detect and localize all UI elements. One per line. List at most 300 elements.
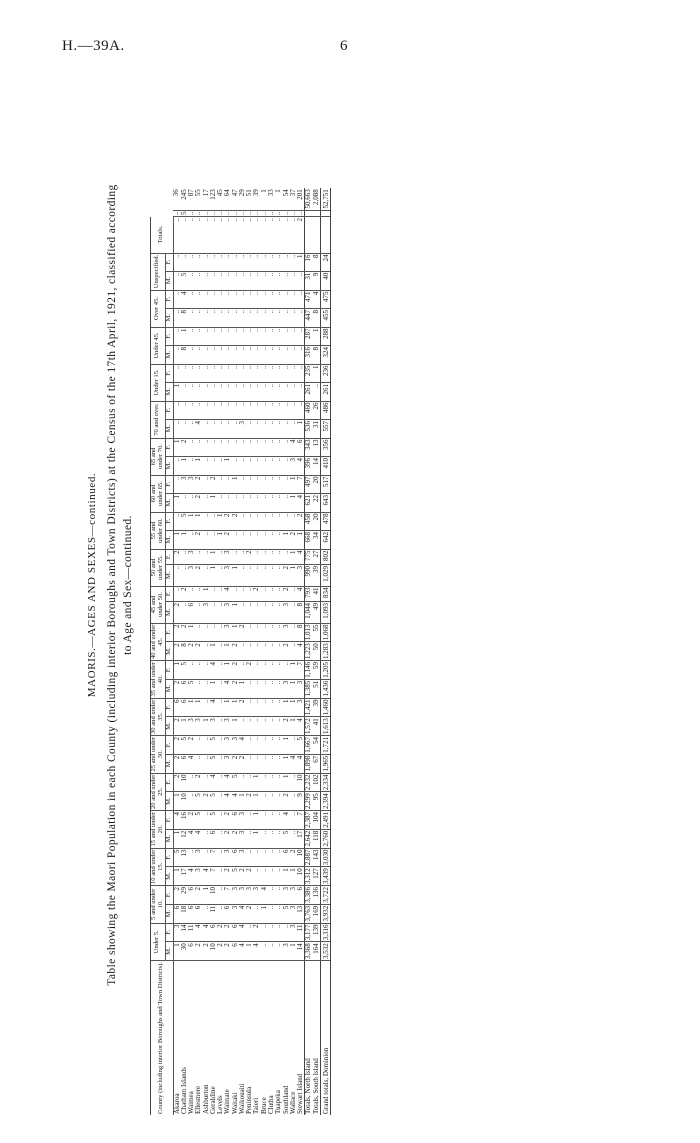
table-cell: 11 <box>188 923 195 942</box>
table-title-continued: to Age and Sex—continued. <box>122 515 134 655</box>
table-cell: 8 <box>181 309 188 328</box>
table-cell: .. <box>195 346 202 365</box>
table-cell: 1 <box>283 531 290 550</box>
table-cell: 1 <box>232 602 239 624</box>
table-cell: .. <box>232 531 239 550</box>
table-cell: 164 <box>313 942 321 961</box>
table-cell: .. <box>210 346 217 365</box>
table-cell: 2 <box>297 512 305 531</box>
table-cell: .. <box>239 383 246 402</box>
sex-header-male: M. <box>165 829 173 848</box>
table-cell: .. <box>188 586 195 602</box>
table-cell: 1,667 <box>304 737 313 753</box>
table-cell: 3 <box>195 717 202 736</box>
table-cell: .. <box>253 290 260 309</box>
table-cell: .. <box>275 475 282 494</box>
table-cell: 1 <box>290 475 297 494</box>
table-cell: .. <box>275 494 282 513</box>
table-cell: 8 <box>297 602 305 624</box>
table-cell: 3 <box>232 886 239 905</box>
table-cell: 1 <box>290 661 297 680</box>
table-cell: 4 <box>195 829 202 848</box>
table-cell: 2 <box>195 773 202 792</box>
table-cell: .. <box>268 309 275 328</box>
table-cell: .. <box>268 942 275 961</box>
table-cell: 793 <box>305 586 313 602</box>
table-cell: 1 <box>232 698 239 717</box>
table-cell: 6 <box>173 904 181 923</box>
table-cell: .. <box>290 290 297 309</box>
sex-header-male: M. <box>165 309 173 328</box>
table-cell: .. <box>195 438 202 457</box>
table-cell: 1,898 <box>304 755 313 772</box>
table-cell: 55 <box>313 623 321 642</box>
table-cell: .. <box>188 401 195 420</box>
table-cell: 3,932 <box>321 905 330 922</box>
table-cell: .. <box>268 253 275 271</box>
table-cell: .. <box>187 211 196 216</box>
table-cell: .. <box>253 904 260 923</box>
table-cell: .. <box>246 773 253 792</box>
table-cell: .. <box>246 290 253 309</box>
table-cell: 3,532 <box>321 943 330 960</box>
table-cell: 9 <box>313 271 321 290</box>
table-cell: 3 <box>224 602 231 624</box>
table-cell: 10 <box>181 792 188 811</box>
table-cell: 2 <box>203 942 210 961</box>
table-cell: 95 <box>313 792 321 811</box>
table-cell: .. <box>203 773 210 792</box>
table-cell: 3,439 <box>321 868 330 885</box>
table-cell: 4 <box>297 494 305 513</box>
table-cell: 1,283 <box>321 643 330 660</box>
table-cell: .. <box>252 211 261 216</box>
table-cell: .. <box>217 383 224 402</box>
county-name: Chatham Islands <box>179 1067 188 1114</box>
table-cell: 4 <box>290 438 297 457</box>
table-row <box>290 188 297 1115</box>
table-cell: 2 <box>173 717 181 736</box>
table-cell: .. <box>290 364 297 383</box>
table-cell: 2 <box>224 923 231 942</box>
table-cell: .. <box>188 457 195 476</box>
table-cell: .. <box>246 457 253 476</box>
table-cell: .. <box>246 253 253 271</box>
table-cell: 2,387 <box>304 812 313 828</box>
sex-header-female: F. <box>165 401 173 420</box>
table-cell: 1 <box>210 494 217 513</box>
table-cell: 4 <box>297 717 305 736</box>
table-cell: .. <box>217 457 224 476</box>
sex-header-female: F. <box>165 623 173 642</box>
table-cell: 4 <box>210 773 217 792</box>
table-cell: .. <box>232 217 239 254</box>
table-cell: 235 <box>305 364 313 383</box>
table-cell: 6 <box>210 829 217 848</box>
table-cell: .. <box>246 811 253 830</box>
table-cell: .. <box>217 717 224 736</box>
table-cell: .. <box>290 811 297 830</box>
table-cell: 4 <box>239 923 246 942</box>
table-cell: .. <box>290 792 297 811</box>
table-cell: .. <box>283 217 290 254</box>
table-cell: 1 <box>173 661 181 680</box>
age-group-header: 20 and under 25. <box>150 774 164 809</box>
sex-header-male: M. <box>165 642 173 661</box>
table-cell: .. <box>210 309 217 328</box>
table-cell: 6 <box>232 923 239 942</box>
table-cell: .. <box>268 867 275 886</box>
table-cell: .. <box>268 829 275 848</box>
table-cell: .. <box>283 346 290 365</box>
table-cell: .. <box>239 602 246 624</box>
table-cell: .. <box>203 661 210 680</box>
table-row <box>173 188 181 1115</box>
table-cell: .. <box>297 364 305 383</box>
table-cell: .. <box>261 754 268 773</box>
table-cell: 4 <box>188 754 195 773</box>
table-cell: .. <box>239 309 246 328</box>
table-cell: 1 <box>210 642 217 661</box>
table-cell: 3,386 <box>304 887 313 903</box>
table-cell: 478 <box>320 512 330 531</box>
table-cell: .. <box>253 364 260 383</box>
table-cell: .. <box>203 327 210 346</box>
table-cell: .. <box>173 309 181 328</box>
table-cell: 643 <box>320 494 330 513</box>
table-cell: .. <box>232 438 239 457</box>
table-cell: 49 <box>313 602 321 624</box>
table-cell: 7 <box>224 886 231 905</box>
county-name: Waikouaiti <box>237 1083 246 1114</box>
table-cell: 1 <box>188 698 195 717</box>
table-cell: .. <box>246 829 253 848</box>
table-cell: 5 <box>283 829 290 848</box>
age-group-header: 30 and under 35. <box>150 699 164 734</box>
table-cell: 1 <box>297 253 305 271</box>
table-cell: 2 <box>188 736 195 755</box>
table-cell: .. <box>217 217 224 254</box>
table-cell: .. <box>268 811 275 830</box>
sex-header-male: M. <box>165 383 173 402</box>
sex-header-male: M. <box>165 346 173 365</box>
table-cell: 17 <box>297 829 305 848</box>
table-cell: .. <box>275 867 282 886</box>
sex-header-female: F. <box>165 253 173 271</box>
table-cell: .. <box>253 602 260 624</box>
table-cell: .. <box>261 717 268 736</box>
table-cell: 236 <box>320 364 330 383</box>
table-cell: .. <box>261 475 268 494</box>
table-cell: 1 <box>232 475 239 494</box>
table-cell: .. <box>261 217 268 254</box>
county-name: Clutha <box>266 1095 275 1114</box>
table-cell: 3 <box>195 867 202 886</box>
table-cell: .. <box>261 623 268 642</box>
table-cell: .. <box>268 679 275 698</box>
table-cell: 458 <box>305 512 313 531</box>
table-title: Table showing the Maori Population in each County (including interior Boroughs and Town Districts) at the Census of the 17th April, 1921, classified according <box>106 184 118 986</box>
table-cell: .. <box>261 773 268 792</box>
table-cell: .. <box>217 565 224 587</box>
sex-header-female: F. <box>165 438 173 457</box>
table-cell: .. <box>232 420 239 439</box>
age-group-header: Under 15. <box>151 364 166 401</box>
table-cell: 4 <box>297 586 305 602</box>
table-cell: 1 <box>210 549 217 565</box>
table-cell: .. <box>217 848 224 867</box>
table-cell: 4 <box>232 792 239 811</box>
table-cell: 3 <box>290 923 297 942</box>
row-total: 64 <box>224 188 231 210</box>
table-cell: 39 <box>313 565 321 587</box>
table-cell: 2 <box>173 549 181 565</box>
table-cell: .. <box>275 942 282 961</box>
table-row <box>268 188 275 1115</box>
table-cell: 2 <box>224 942 231 961</box>
table-cell: .. <box>208 211 217 216</box>
table-cell: 4 <box>297 549 305 565</box>
table-cell: 5 <box>173 848 181 867</box>
table-cell: .. <box>275 327 282 346</box>
table-cell: .. <box>239 271 246 290</box>
table-cell: .. <box>261 549 268 565</box>
table-cell: 2 <box>224 512 231 531</box>
table-cell: .. <box>275 512 282 531</box>
table-cell: .. <box>275 364 282 383</box>
table-cell: 455 <box>320 309 330 328</box>
table-cell: 2 <box>290 848 297 867</box>
table-cell: .. <box>210 602 217 624</box>
table-cell: .. <box>210 217 217 254</box>
table-cell: .. <box>261 829 268 848</box>
table-cell: 1 <box>283 736 290 755</box>
sex-header-female: F. <box>165 848 173 867</box>
table-cell: 2 <box>232 512 239 531</box>
table-cell: .. <box>261 565 268 587</box>
table-cell: .. <box>195 623 202 642</box>
table-cell: .. <box>290 420 297 439</box>
table-cell: .. <box>268 475 275 494</box>
table-cell: 41 <box>313 717 321 736</box>
table-cell: 1 <box>224 661 231 680</box>
table-cell: 4 <box>173 811 181 830</box>
table-cell: 2 <box>253 586 260 602</box>
table-cell: .. <box>253 383 260 402</box>
table-cell: .. <box>268 717 275 736</box>
table-cell: 5 <box>210 754 217 773</box>
table-cell: 13 <box>297 904 305 923</box>
table-cell: 1 <box>253 773 260 792</box>
table-cell: 1 <box>290 867 297 886</box>
row-total: 1 <box>261 188 268 210</box>
table-cell: .. <box>201 211 210 216</box>
table-cell: 4 <box>195 420 202 439</box>
table-cell: .. <box>188 253 195 271</box>
sex-header-female: F. <box>165 512 173 531</box>
table-cell: 30 <box>181 942 188 961</box>
table-cell: .. <box>210 383 217 402</box>
table-cell: 10 <box>210 886 217 905</box>
table-cell: 2 <box>239 867 246 886</box>
table-cell: .. <box>246 698 253 717</box>
table-cell: .. <box>283 290 290 309</box>
table-cell: 2 <box>253 923 260 942</box>
table-cell: .. <box>290 383 297 402</box>
table-cell: .. <box>203 457 210 476</box>
age-group-header: 55 and under 60. <box>151 512 166 549</box>
table-cell: 3 <box>224 754 231 773</box>
table-cell: 1 <box>217 531 224 550</box>
table-cell: 2 <box>246 904 253 923</box>
table-cell: .. <box>173 401 181 420</box>
table-cell: .. <box>261 792 268 811</box>
table-cell: .. <box>275 401 282 420</box>
table-cell: .. <box>268 217 275 254</box>
table-cell: 3 <box>297 679 305 698</box>
table-cell: 1 <box>313 364 321 383</box>
table-cell: .. <box>195 383 202 402</box>
table-cell: 1 <box>173 531 181 550</box>
table-row <box>261 188 268 1115</box>
table-cell: 4 <box>297 754 305 773</box>
table-row <box>224 188 231 1115</box>
table-cell: .. <box>268 642 275 661</box>
table-cell: 396 <box>305 457 313 476</box>
table-cell: 11 <box>210 904 217 923</box>
table-cell: 3 <box>210 717 217 736</box>
table-cell: 11 <box>297 923 305 942</box>
table-cell: 1 <box>290 494 297 513</box>
table-cell: .. <box>223 211 232 216</box>
age-group-header: 60 and under 65. <box>151 475 166 512</box>
county-name: Ellesmere <box>194 1086 203 1114</box>
row-total: 52,751 <box>321 189 330 209</box>
table-cell: .. <box>290 512 297 531</box>
age-group-header: 65 and under 70. <box>151 438 166 475</box>
table-cell: .. <box>232 549 239 565</box>
table-cell: .. <box>230 211 239 216</box>
table-cell: 1 <box>195 698 202 717</box>
table-cell: .. <box>261 642 268 661</box>
table-cell: 18 <box>181 904 188 923</box>
table-cell: .. <box>283 253 290 271</box>
table-cell: .. <box>217 736 224 755</box>
table-cell: .. <box>195 290 202 309</box>
table-cell: 34 <box>313 531 321 550</box>
table-cell: .. <box>203 679 210 698</box>
table-cell: .. <box>195 327 202 346</box>
table-cell: .. <box>217 773 224 792</box>
table-cell: .. <box>239 401 246 420</box>
table-cell: 475 <box>320 290 330 309</box>
row-total: 1 <box>275 188 282 210</box>
table-cell: 5 <box>181 512 188 531</box>
table-cell: 139 <box>313 923 321 942</box>
table-cell: .. <box>275 217 282 254</box>
table-cell: .. <box>203 253 210 271</box>
table-cell: .. <box>274 211 283 216</box>
table-cell: 2 <box>181 623 188 642</box>
table-cell: .. <box>239 565 246 587</box>
sex-header-male: M. <box>165 904 173 923</box>
table-cell: .. <box>173 586 181 602</box>
table-cell: .. <box>245 211 254 216</box>
table-cell: 343 <box>305 438 313 457</box>
table-cell: 3 <box>283 886 290 905</box>
table-cell: 1,421 <box>304 699 313 716</box>
table-cell: .. <box>217 290 224 309</box>
table-cell: 775 <box>305 549 313 565</box>
table-cell: .. <box>268 904 275 923</box>
table-cell: .. <box>232 364 239 383</box>
table-cell: .. <box>275 754 282 773</box>
table-cell: .. <box>217 623 224 642</box>
table-cell: .. <box>283 309 290 328</box>
table-cell: 3 <box>283 679 290 698</box>
table-cell: .. <box>253 420 260 439</box>
sex-header-male: M. <box>165 531 173 550</box>
table-cell: 3,177 <box>304 924 313 941</box>
table-cell: .. <box>203 829 210 848</box>
table-cell: .. <box>181 420 188 439</box>
table-cell: .. <box>290 253 297 271</box>
table-cell: 1 <box>283 773 290 792</box>
table-cell: 20 <box>313 475 321 494</box>
table-cell: .. <box>203 383 210 402</box>
table-cell: 3 <box>290 904 297 923</box>
table-cell: .. <box>217 811 224 830</box>
table-cell: .. <box>261 512 268 531</box>
table-cell: .. <box>217 271 224 290</box>
table-cell: .. <box>268 848 275 867</box>
age-group-header: 35 and under 40. <box>150 662 164 697</box>
row-total: 47 <box>232 188 239 210</box>
table-cell: .. <box>290 773 297 792</box>
table-cell: .. <box>253 512 260 531</box>
row-total: 54 <box>283 188 290 210</box>
table-cell: .. <box>195 602 202 624</box>
table-cell: .. <box>275 773 282 792</box>
table-cell: .. <box>203 531 210 550</box>
row-total: 245 <box>181 188 188 210</box>
table-cell: .. <box>275 736 282 755</box>
table-cell: .. <box>232 271 239 290</box>
age-group-header: Over 45. <box>151 290 166 327</box>
table-row <box>313 188 321 1115</box>
table-cell: .. <box>275 623 282 642</box>
table-cell: .. <box>181 494 188 513</box>
table-cell: .. <box>261 438 268 457</box>
table-cell: 4 <box>261 886 268 905</box>
table-cell: 8 <box>313 309 321 328</box>
table-cell: 410 <box>320 457 330 476</box>
county-name: Geraldine <box>208 1086 217 1114</box>
table-cell: 3 <box>181 475 188 494</box>
table-cell: 3,030 <box>321 849 330 866</box>
table-cell: 136 <box>313 886 321 905</box>
table-cell: .. <box>232 309 239 328</box>
table-cell: .. <box>290 623 297 642</box>
table-cell: 5 <box>283 904 290 923</box>
table-cell: .. <box>261 923 268 942</box>
sex-header-female: F. <box>165 364 173 383</box>
table-cell: 3 <box>224 565 231 587</box>
table-cell: .. <box>232 327 239 346</box>
table-cell: 4 <box>297 642 305 661</box>
county-name: Waimea <box>187 1091 196 1114</box>
table-cell: 54 <box>313 736 321 755</box>
